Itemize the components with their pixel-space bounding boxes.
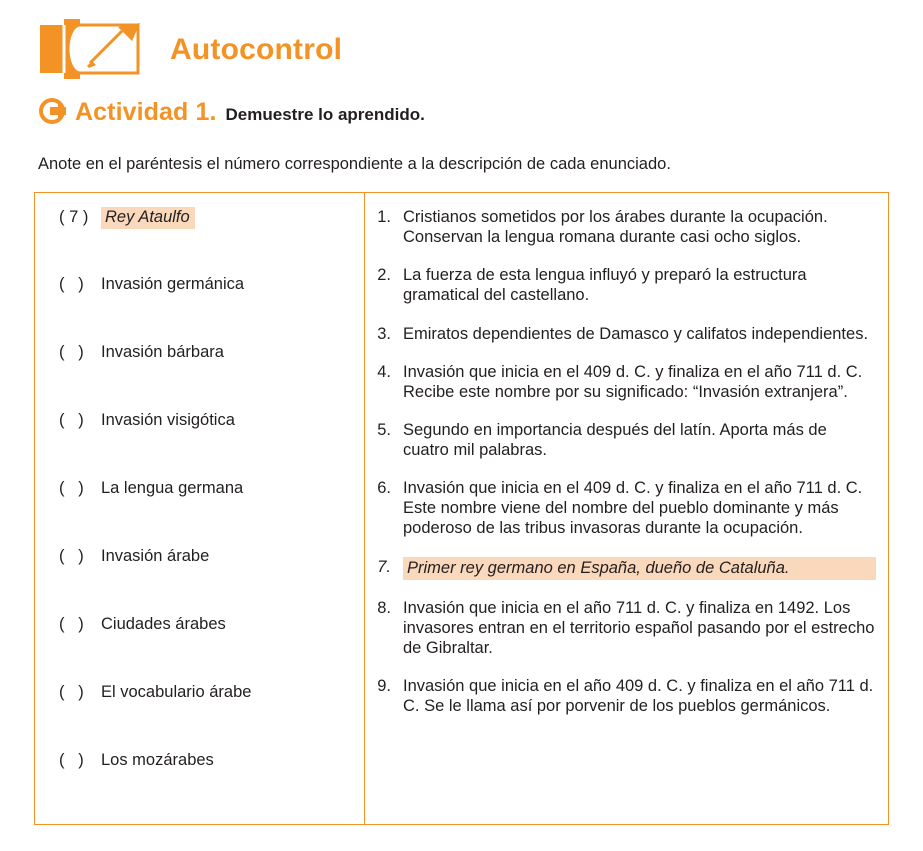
definition-text: Cristianos sometidos por los árabes durante la ocupación. Conservan la lengua romana durante casi ocho siglos. (403, 208, 828, 247)
definition-number: 1. (377, 208, 391, 226)
list-item[interactable] (35, 207, 364, 275)
answer-blank[interactable]: ( ) (59, 275, 84, 293)
definition-number: 9. (377, 677, 391, 695)
definition-text: Emiratos dependientes de Damasco y califatos independientes. (403, 324, 869, 343)
list-item[interactable] (365, 324, 876, 344)
page-header (34, 14, 889, 86)
list-item[interactable] (35, 411, 364, 479)
list-item[interactable] (365, 598, 876, 658)
definition-number: 4. (377, 362, 391, 381)
list-item[interactable] (365, 420, 876, 460)
term-label: Ciudades árabes (101, 615, 226, 633)
list-item[interactable] (35, 275, 364, 343)
definition-number: 6. (377, 479, 391, 498)
answer-blank[interactable]: ( ) (59, 683, 84, 701)
list-item[interactable] (35, 343, 364, 411)
page-title: Autocontrol (170, 33, 343, 66)
list-item[interactable] (35, 615, 364, 683)
term-label: La lengua germana (101, 479, 244, 497)
activity-heading (34, 92, 889, 127)
list-item[interactable] (35, 751, 364, 819)
term-label: Invasión germánica (101, 275, 245, 293)
list-item[interactable] (365, 362, 876, 402)
list-item[interactable] (35, 547, 364, 615)
list-item[interactable] (35, 479, 364, 547)
activity-instruction: Demuestre lo aprendido. (225, 105, 425, 124)
definition-text: Invasión que inicia en el 409 d. C. y finaliza en el año 711 d. C. Este nombre viene del nombre del pueblo dominante y más poderoso de las tribus invasoras durante la ocupación. (403, 479, 863, 538)
terms-column (35, 193, 365, 824)
answer-blank[interactable]: ( ) (59, 411, 84, 429)
definition-number: 8. (377, 598, 391, 617)
list-item[interactable] (35, 683, 364, 751)
instruction-text: Anote en el paréntesis el número correspondiente a la descripción de cada enunciado. (38, 155, 671, 173)
definition-number: 7. (377, 557, 391, 576)
answer-blank[interactable]: ( ) (59, 547, 84, 565)
definition-text: Invasión que inicia en el año 409 d. C. y finaliza en el año 711 d. C. Se le llama así por porvenir de los pueblos germánicos. (403, 677, 874, 716)
answer-blank[interactable]: ( ) (59, 615, 84, 633)
answer-blank[interactable]: ( ) (59, 479, 84, 497)
term-label: Los mozárabes (101, 751, 214, 769)
definition-number: 3. (377, 324, 391, 343)
answer-blank[interactable]: ( 7 ) (59, 208, 89, 226)
arrow-right-circle-icon (38, 97, 66, 125)
term-label: El vocabulario árabe (101, 683, 252, 701)
definition-number: 2. (377, 266, 391, 285)
definition-text: Segundo en importancia después del latín. Aporta más de cuatro mil palabras. (403, 420, 827, 459)
definition-text: Invasión que inicia en el 409 d. C. y finaliza en el año 711 d. C. Recibe este nombre por su significado: “Invasión extranjera”. (403, 362, 863, 401)
term-label: Invasión bárbara (101, 343, 224, 361)
definition-text: Invasión que inicia en el año 711 d. C. y finaliza en 1492. Los invasores entran en el territorio español pasando por el estrecho de Gibraltar. (403, 598, 875, 657)
activity-label: Actividad 1. (75, 98, 217, 126)
answer-blank[interactable]: ( ) (59, 343, 84, 361)
definition-number: 5. (377, 420, 391, 439)
definitions-column (365, 193, 888, 824)
notebook-pencil-icon (34, 17, 154, 83)
list-item[interactable] (365, 478, 876, 538)
definition-text: La fuerza de esta lengua influyó y preparó la estructura gramatical del castellano. (403, 266, 807, 305)
definition-text: Primer rey germano en España, dueño de Cataluña. (403, 557, 876, 580)
answer-blank[interactable]: ( ) (59, 751, 84, 769)
term-label: Invasión visigótica (101, 411, 235, 429)
term-label: Rey Ataulfo (101, 207, 195, 229)
list-item[interactable] (365, 265, 876, 305)
list-item[interactable] (365, 557, 876, 580)
term-label: Invasión árabe (101, 547, 210, 565)
list-item[interactable] (365, 676, 876, 716)
matching-exercise-table (34, 192, 889, 825)
list-item[interactable] (365, 207, 876, 247)
